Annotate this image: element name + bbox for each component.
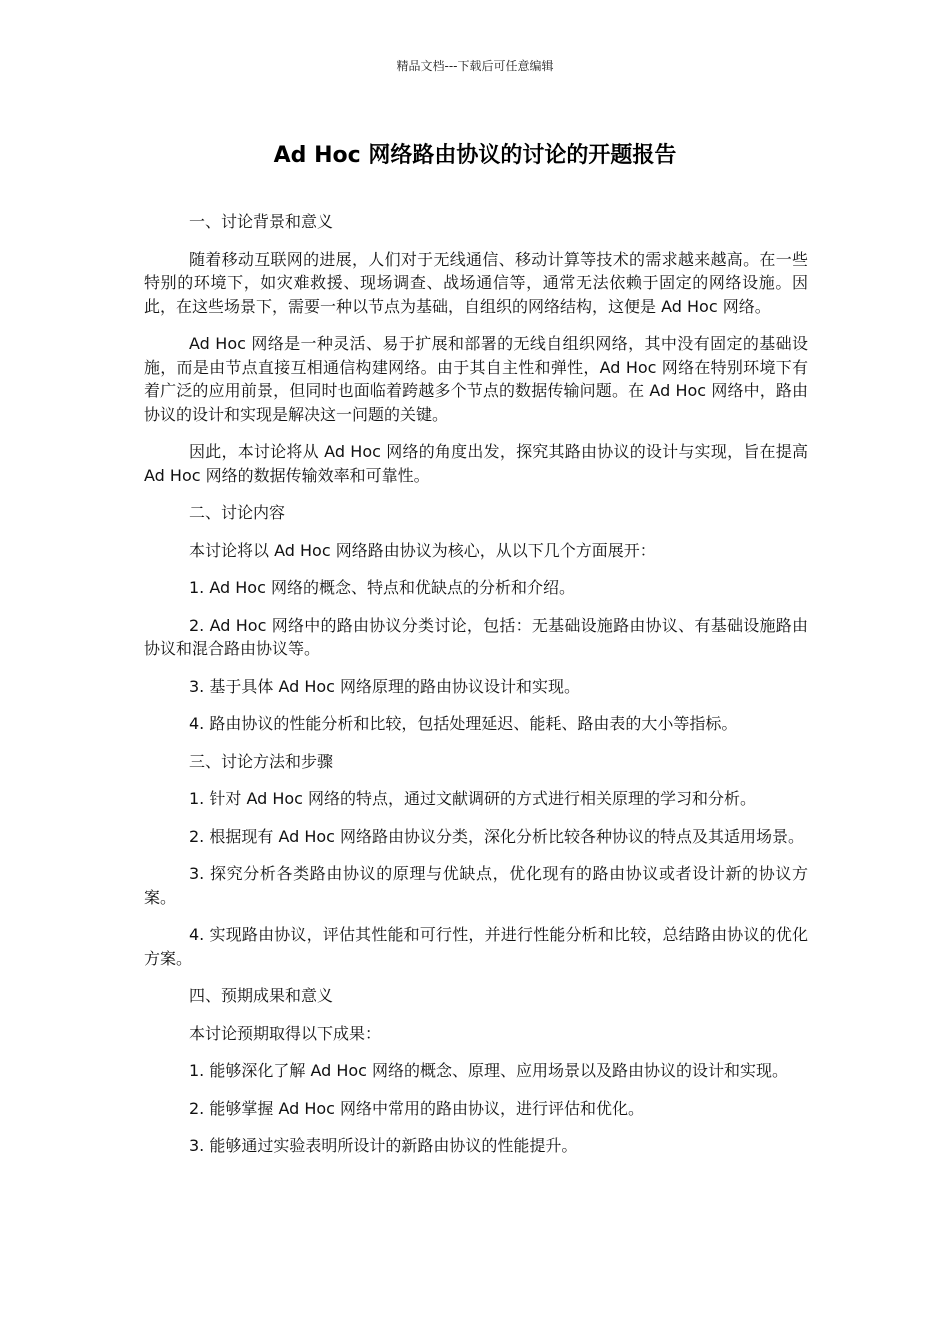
document-body xyxy=(144,210,808,1172)
paragraph: 本讨论预期取得以下成果： xyxy=(189,1023,382,1043)
list-item: 2. 能够掌握 Ad Hoc 网络中常用的路由协议，进行评估和优化。 xyxy=(189,1098,645,1118)
paragraph: 随着移动互联网的进展，人们对于无线通信、移动计算等技术的需求越来越高。在一些特别的环境下，如灾难救援、现场调查、战场通信等，通常无法依赖于固定的网络设施。因此，在这些场景下，需要一种以节点为基础，自组织的网络结构，这便是 Ad Hoc 网络。 xyxy=(144,249,808,316)
list-item: 2. Ad Hoc 网络中的路由协议分类讨论，包括：无基础设施路由协议、有基础设施路由协议和混合路由协议等。 xyxy=(144,615,808,658)
section-heading-outcomes: 四、预期成果和意义 xyxy=(189,986,334,1005)
section-heading-content: 二、讨论内容 xyxy=(189,503,286,522)
paragraph: 因此，本讨论将从 Ad Hoc 网络的角度出发，探究其路由协议的设计与实现，旨在提高 Ad Hoc 网络的数据传输效率和可靠性。 xyxy=(144,442,808,485)
section-heading-methods: 三、讨论方法和步骤 xyxy=(189,751,334,771)
section-heading-background: 一、讨论背景和意义 xyxy=(189,212,334,231)
list-item: 4. 实现路由协议，评估其性能和可行性，并进行性能分析和比较，总结路由协议的优化方案。 xyxy=(144,925,808,968)
page-header-note: 精品文档---下载后可任意编辑 xyxy=(396,59,554,73)
document-title: Ad Hoc 网络路由协议的讨论的开题报告 xyxy=(273,143,677,168)
list-item: 1. 针对 Ad Hoc 网络的特点，通过文献调研的方式进行相关原理的学习和分析。 xyxy=(189,789,757,808)
paragraph: Ad Hoc 网络是一种灵活、易于扩展和部署的无线自组织网络，其中没有固定的基础设施，而是由节点直接互相通信构建网络。由于其自主性和弹性，Ad Hoc 网络在特别环境下有着广泛的应用前景，但同时也面临着跨越多个节点的数据传输问题。在 Ad Hoc 网络中，路由协议的设计和实现是解决这一问题的关键。 xyxy=(144,334,808,424)
list-item: 2. 根据现有 Ad Hoc 网络路由协议分类，深化分析比较各种协议的特点及其适用场景。 xyxy=(189,826,805,846)
list-item: 4. 路由协议的性能分析和比较，包括处理延迟、能耗、路由表的大小等指标。 xyxy=(189,714,738,733)
list-item: 3. 探究分析各类路由协议的原理与优缺点，优化现有的路由协议或者设计新的协议方案。 xyxy=(144,864,808,907)
list-item: 1. Ad Hoc 网络的概念、特点和优缺点的分析和介绍。 xyxy=(189,578,575,597)
list-item: 3. 基于具体 Ad Hoc 网络原理的路由协议设计和实现。 xyxy=(189,676,581,696)
list-item: 1. 能够深化了解 Ad Hoc 网络的概念、原理、应用场景以及路由协议的设计和实现。 xyxy=(189,1061,789,1080)
list-item: 3. 能够通过实验表明所设计的新路由协议的性能提升。 xyxy=(189,1136,578,1155)
paragraph: 本讨论将以 Ad Hoc 网络路由协议为核心，从以下几个方面展开： xyxy=(189,540,656,560)
